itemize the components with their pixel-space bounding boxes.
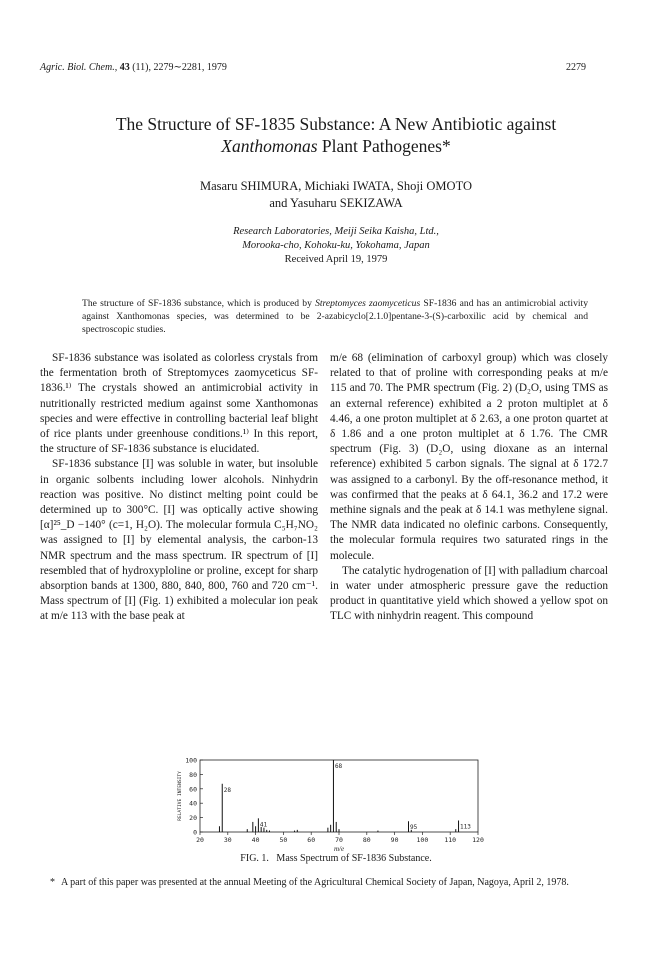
affiliation [60,225,612,267]
peak-label: 95 [410,824,418,832]
x-axis-label: m/e [333,845,345,853]
x-tick-label: 40 [251,836,260,844]
x-tick-label: 90 [390,836,399,844]
received-date: Received April 19, 1979 [284,254,388,265]
footnote [40,876,628,889]
title-line-1: The Structure of SF-1835 Substance: A New Antibiotic against [115,114,557,134]
y-tick-label: 80 [189,770,197,779]
affiliation-line-1: Research Laboratories, Meiji Seika Kaisha, Ltd., [233,226,439,237]
caption-label: FIG. 1. [240,853,269,864]
paragraph: The catalytic hydrogenation of [I] with palladium charcoal in water under atmospheric pressure gave the reduction product in quantitative yield which showed a yellow spot on TLC with ninhydrin reagent. This compound [330,564,608,623]
caption-text: Mass Spectrum of SF-1836 Substance. [276,853,432,864]
peak-label: 68 [334,763,343,770]
body-column-left [40,351,318,625]
figure-caption [40,853,632,864]
paragraph: SF-1836 substance was isolated as colorless crystals from the fermentation broth of Streptomyces zaomyceticus SF-1836.¹⁾ The crystals showed an antimicrobial activity in nutritionally restricted medium against some Xanthomonas species and were effective in controlling bacterial leaf blight of rice plants under greenhouse conditions.¹⁾ In this report, the structure of SF-1836 substance is elucidated. [40,352,318,456]
x-tick-label: 20 [196,836,204,844]
y-tick-label: 40 [189,799,197,808]
x-tick-label: 70 [335,836,343,844]
peak-label: 28 [223,786,231,794]
paragraph: SF-1836 substance [I] was soluble in water, but insoluble in organic solbents including lower alcohols. Ninhydrin reaction was positive. No distinct melting point could be determined up to 300°C. [I] was optically active showing [α]²⁵_D −140° (c=1, H₂O). The molecular formula C₅H₇NO₂ was assigned to [I] by elemental analysis, the carbon-13 NMR spectrum and the mass spectrum. IR spectrum of [I] resembled that of hydroxyploline or proline, except for sharp absorption bands at 1300, 880, 840, 800, 760 and 720 cm⁻¹. Mass spectrum of [I] (Fig. 1) exhibited a molecular ion peak at m/e 113 with the base peak at [40,458,318,623]
title-line-2: Xanthomonas Plant Pathogenes* [221,136,451,156]
y-tick-label: 60 [189,785,197,794]
mass-spectrum-chart [160,754,490,858]
y-tick-label: 100 [185,756,197,765]
y-tick-label: 0 [193,828,197,837]
page-number: 2279 [566,62,586,73]
x-tick-label: 110 [444,836,457,844]
paragraph: m/e 68 (elimination of carboxyl group) which was closely related to that of proline with corresponding peaks at m/e 115 and 70. The PMR spectrum (Fig. 2) (D₂O, using TMS as an external reference) exhibited a 2 proton multiplet at δ 4.46, a one proton multiplet at δ 2.63, a one proton quartet at δ 1.86 and a one proton multiplet at δ 1.76. The CMR spectrum (Fig. 3) (D₂O, using dioxane as an internal reference) exhibited 5 carbon signals. The signal at δ 172.7 was assigned to a carbonyl. By the off-resonance method, it was confirmed that the peaks at δ 64.1, 36.2 and 17.2 were methine signals and the peak at δ 14.1 was methylene signal. The NMR data indicated no olefinic carbons. Consequently, the molecular formula requires two saturated rings in the molecule. [330,352,608,562]
authors-line-1: Masaru SHIMURA, Michiaki IWATA, Shoji OMOTO [199,179,473,193]
y-tick-label: 20 [189,814,197,823]
x-tick-label: 120 [472,836,484,844]
plot-frame [200,760,478,832]
x-tick-label: 30 [223,836,232,844]
x-tick-label: 100 [416,836,429,844]
running-header [40,62,586,73]
x-tick-label: 50 [279,836,288,844]
authors-line-2: and Yasuharu SEKIZAWA [269,196,403,210]
footnote-text: A part of this paper was presented at the annual Meeting of the Agricultural Chemical Society of Japan, Nagoya, April 2, 1978. [61,877,569,888]
journal-citation: Agric. Biol. Chem., 43 (11), 2279∼2281, 1979 [40,62,227,73]
peak-label: 41 [259,821,268,829]
peak-label: 113 [460,823,471,831]
paper-title [60,113,612,157]
footnote-marker: * [50,877,55,888]
abstract: The structure of SF-1836 substance, which is produced by Streptomyces zaomyceticus SF-1836 and has an antimicrobial activity against Xanthomonas species, was determined to be 2-azabicyclo[2.1.0]pentane-3-(S)-carboxilic acid by chemical and spectroscopic studies. [82,298,589,335]
affiliation-line-2: Morooka-cho, Kohoku-ku, Yokohama, Japan [242,240,430,251]
x-tick-label: 80 [362,836,371,844]
x-tick-label: 60 [307,836,316,844]
author-list [60,178,612,212]
y-axis-label: RELATIVE INTENSITY [178,771,183,821]
body-column-right [330,351,608,625]
